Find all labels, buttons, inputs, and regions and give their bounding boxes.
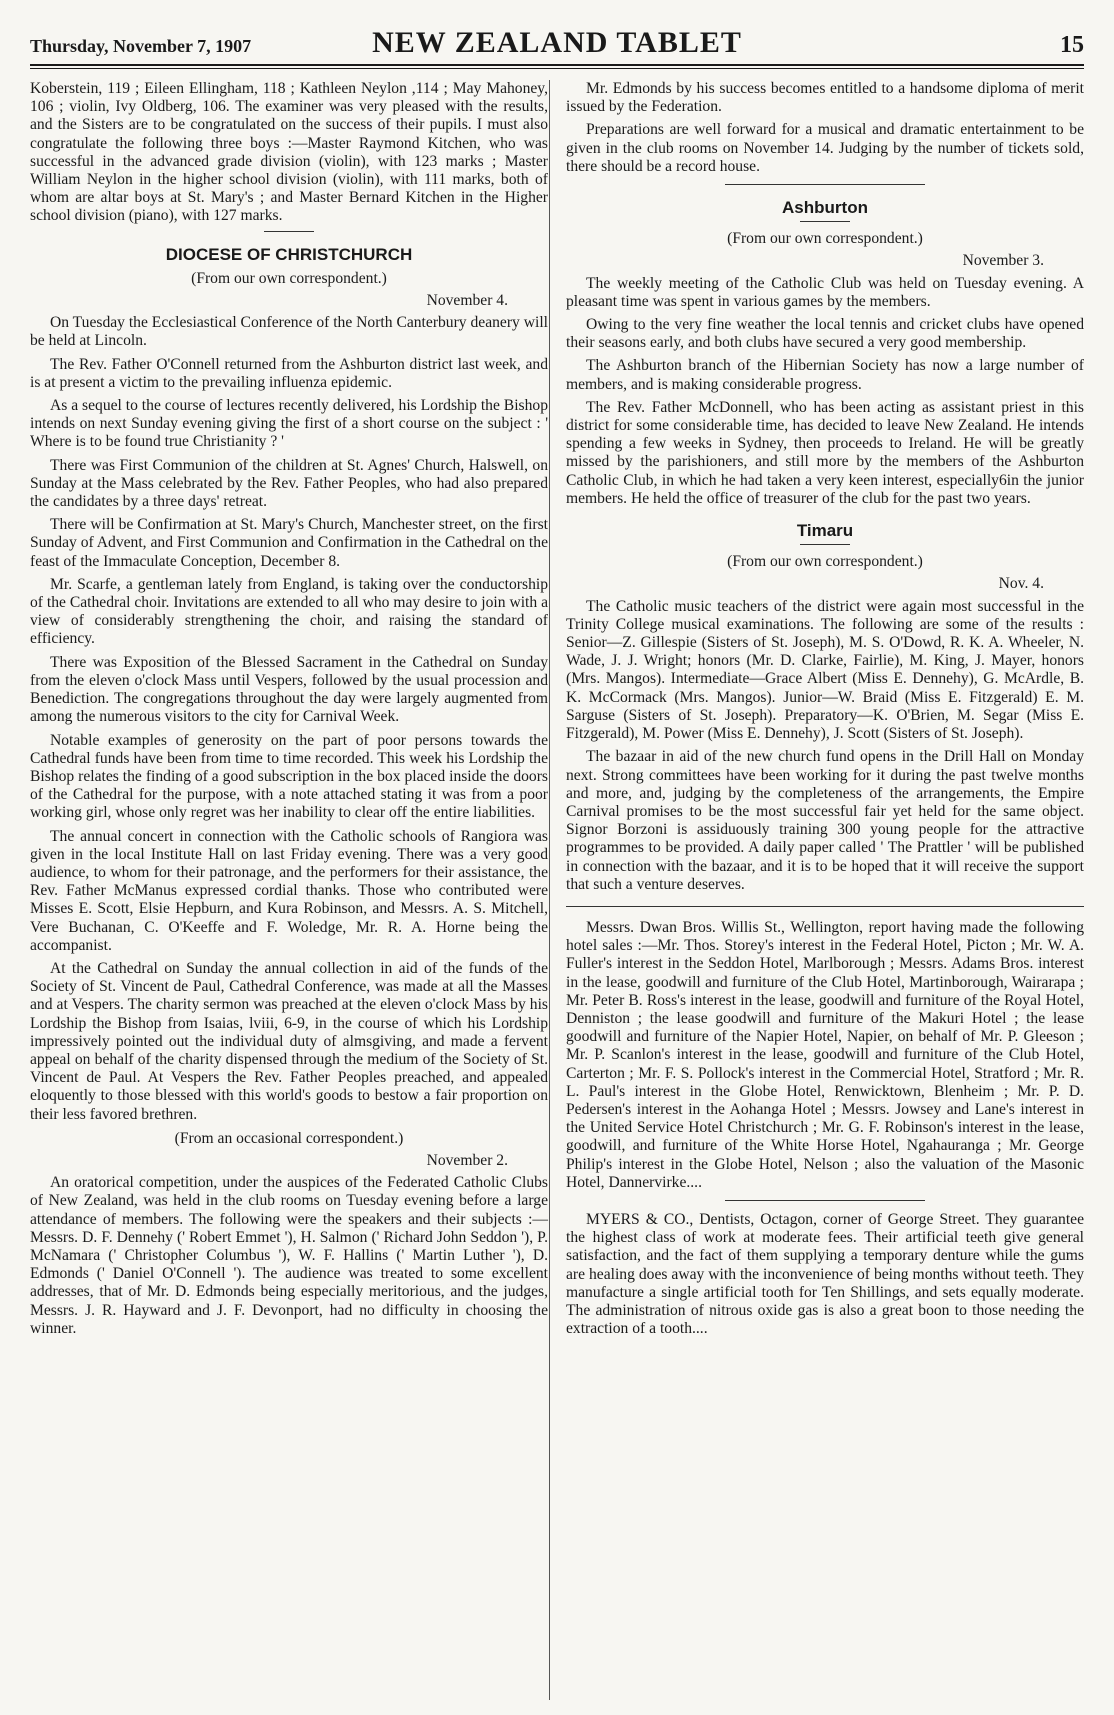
divider <box>800 544 850 545</box>
advertisement-dentists: MYERS & CO., Dentists, Octagon, corner of George Street. They guarantee the highest class of work at moderate fees. Their artificial teeth give general satisfaction, and the fact of them supplying a temporary denture while the gums are healing does away with the inconvenience of being months without teeth. They manufacture a single artificial tooth for Ten Shillings, and sets equally moderate. The administration of nitrous oxide gas is also a great boon to those needing the extraction of a tooth.... <box>566 1210 1084 1338</box>
page-number: 15 <box>1060 32 1084 58</box>
article-paragraph: Owing to the very fine weather the local tennis and cricket clubs have opened their seasons early, and both clubs have secured a very good membership. <box>566 316 1084 352</box>
article-paragraph: On Tuesday the Ecclesiastical Conference of the North Canterbury deanery will be held at Lincoln. <box>30 314 548 350</box>
article-paragraph: The bazaar in aid of the new church fund opens in the Drill Hall on Monday next. Strong committees have been working for it during the past twelve months and more, and, judging by the completeness of the arrangements, the Empire Carnival promises to be the most successful fair yet held for the same object. Signor Borzoni is assiduously training 300 young people for the attractive programmes to be provided. A daily paper called ' The Prattler ' will be published in connection with the bazaar, and it is to be hoped that it will receive the support that such a venture deserves. <box>566 748 1084 893</box>
publication-title: NEW ZEALAND TABLET <box>372 26 742 59</box>
right-column <box>566 80 1084 1343</box>
article-paragraph: As a sequel to the course of lectures recently delivered, his Lordship the Bishop intends on next Sunday evening giving the first of a short course on the subject : ' Where is to be found true Christianity ? ' <box>30 397 548 451</box>
article-paragraph: Notable examples of generosity on the part of poor persons towards the Cathedral funds have been from time to time recorded. This week his Lordship the Bishop relates the finding of a good subscription in the box placed inside the doors of the Cathedral for the purpose, with a note attached stating it was from a poor working girl, whose only regret was her inability to clear off the entire liabilities. <box>30 731 548 822</box>
article-paragraph: The Rev. Father O'Connell returned from the Ashburton district last week, and is at present a victim to the prevailing influenza epidemic. <box>30 355 548 391</box>
column-divider <box>549 80 550 1700</box>
divider <box>725 184 925 185</box>
dateline: Nov. 4. <box>998 575 1044 593</box>
masthead <box>30 22 1084 62</box>
advertisement-hotel-sales: Messrs. Dwan Bros. Willis St., Wellington, report having made the following hotel sales :—Mr. Thos. Storey's interest in the Federal Hotel, Picton ; Mr. W. A. Fuller's interest in the Seddon Hotel, Marlborough ; Messrs. Adams Bros. interest in the lease, goodwill and furniture of the Club Hotel, Martinborough, Wairarapa ; Mr. Peter B. Ross's interest in the lease, goodwill and furniture of the Royal Hotel, Denniston ; the lease goodwill and furniture of the Makuri Hotel ; the lease goodwill and furniture of the Napier Hotel, Napier, on behalf of Mr. P. Gleeson ; Mr. P. Scanlon's interest in the lease, goodwill and furniture of the Club Hotel, Carterton ; Mr. F. S. Pollock's interest in the Commercial Hotel, Stratford ; Mr. R. L. Paul's interest in the Globe Hotel, Renwicktown, Blenheim ; Mr. P. D. Pedersen's interest in the Aohanga Hotel ; Messrs. Jowsey and Lane's interest in the United Service Hotel Christchurch ; Mr. G. F. Robinson's interest in the lease, goodwill, and furniture of the White Horse Hotel, Ngahauranga ; Mr. George Philip's interest in the Globe Hotel, Nelson ; also the valuation of the Masonic Hotel, Dannervirke.... <box>566 918 1084 1191</box>
issue-date: Thursday, November 7, 1907 <box>30 36 252 56</box>
dateline: November 4. <box>426 292 508 310</box>
masthead-rule <box>30 64 1084 66</box>
byline: (From our own correspondent.) <box>727 230 923 248</box>
article-paragraph: An oratorical competition, under the auspices of the Federated Catholic Clubs of New Zealand, was held in the club rooms on Tuesday evening before a large attendance of members. The following were the speakers and their subjects :—Messrs. D. F. Dennehy (' Robert Emmet '), H. Salmon (' Richard John Seddon '), P. McNamara (' Christopher Columbus '), W. F. Hallins (' Martin Luther '), D. Edmonds (' Daniel O'Connell '). The audience was treated to some excellent addresses, that of Mr. D. Edmonds being especially meritorious, and the judges, Messrs. J. R. Hayward and J. F. Devonport, had no difficulty in choosing the winner. <box>30 1174 548 1337</box>
section-heading-timaru: Timaru <box>796 521 854 541</box>
article-paragraph: At the Cathedral on Sunday the annual collection in aid of the funds of the Society of St. Vincent de Paul, Cathedral Conference, was made at all the Masses and at Vespers. The charity sermon was preached at the eleven o'clock Mass by his Lordship the Bishop from Isaias, lviii, 6-9, in the course of which his Lordship impressively pointed out the individual duty of almsgiving, and made a fervent appeal on behalf of the charity dispensed through the medium of the Society of St. Vincent de Paul. At Vespers the Rev. Father Peoples preached, and appealed eloquently to those blessed with this world's goods to bestow a fair proportion on their less favored brethren. <box>30 959 548 1123</box>
article-paragraph: The Rev. Father McDonnell, who has been acting as assistant priest in this district for some considerable time, has decided to leave New Zealand. He intends spending a few weeks in Sydney, then proceeds to Ireland. He will be greatly missed by the parishioners, and still more by the members of the Ashburton Catholic Club, in which he had taken a very keen interest, especially6in the junior members. He held the office of treasurer of the club for the past two years. <box>566 398 1084 507</box>
byline: (From an occasional correspondent.) <box>174 1129 404 1147</box>
article-paragraph: Koberstein, 119 ; Eileen Ellingham, 118 ; Kathleen Neylon ,114 ; May Mahoney, 106 ; violin, Ivy Oldberg, 106. The examiner was very pleased with the results, and the Sisters are to be congratulated on the success of their pupils. I must also congratulate the following three boys :—Master Raymond Kitchen, who was successful in the advanced grade division (violin), with 123 marks ; Master William Neylon in the higher school division (violin), with 111 marks, both of whom are altar boys at St. Mary's ; and Master Bernard Kitchen in the Higher school division (piano), with 127 marks. <box>30 80 548 225</box>
left-column <box>30 80 548 1343</box>
section-heading-ashburton: Ashburton <box>782 198 868 218</box>
article-paragraph: The Catholic music teachers of the district were again most successful in the Trinity College musical examinations. The following are some of the results : Senior—Z. Gillespie (Sisters of St. Joseph), M. S. O'Dowd, R. K. A. Wheeler, N. Wade, J. J. Wright; honors (Mr. D. Clarke, Fairlie), M. King, J. Mayer, honors (Mrs. Mangos). Intermediate—Grace Albert (Miss E. Dennehy), G. McArdle, B. K. McCormack (Mrs. Mangos). Junior—W. Braid (Miss E. Fitzgerald) E. M. Sarguse (Sisters of St. Joseph). Preparatory—K. O'Brien, M. Segar (Miss E. Fitzgerald), M. Power (Miss E. Dennehy), J. Scott (Sisters of St. Joseph). <box>566 597 1084 743</box>
divider <box>800 221 850 222</box>
divider <box>566 906 1084 907</box>
divider <box>725 1200 925 1201</box>
dateline: November 2. <box>426 1151 508 1169</box>
byline: (From our own correspondent.) <box>191 269 387 287</box>
article-paragraph: There will be Confirmation at St. Mary's Church, Manchester street, on the first Sunday of Advent, and First Communion and Confirmation in the Cathedral on the feast of the Immaculate Conception, December 8. <box>30 516 548 570</box>
divider <box>264 231 314 232</box>
article-paragraph: There was First Communion of the children at St. Agnes' Church, Halswell, on Sunday at the Mass celebrated by the Rev. Father Peoples, who had also prepared the candidates by a three days' retreat. <box>30 456 548 511</box>
section-heading-christchurch: DIOCESE OF CHRISTCHURCH <box>165 244 413 264</box>
article-paragraph: The weekly meeting of the Catholic Club was held on Tuesday evening. A pleasant time was spent in various games by the members. <box>566 274 1084 310</box>
dateline: November 3. <box>962 252 1044 270</box>
article-paragraph: The Ashburton branch of the Hibernian Society has now a large number of members, and is making considerable progress. <box>566 357 1084 393</box>
article-paragraph: Preparations are well forward for a musical and dramatic entertainment to be given in the club rooms on November 14. Judging by the number of tickets sold, there should be a record house. <box>566 121 1084 175</box>
byline: (From our own correspondent.) <box>727 553 923 571</box>
masthead-rule-thin <box>30 68 1084 69</box>
article-paragraph: The annual concert in connection with the Catholic schools of Rangiora was given in the local Institute Hall on last Friday evening. There was a very good audience, to whom for their patronage, and the performers for their assistance, the Rev. Father McManus expressed cordial thanks. Those who contributed were Misses E. Scott, Elsie Hepburn, and Kura Robinson, and Messrs. A. S. Mitchell, Vere Buchanan, C. O'Keeffe and F. Woledge, Mr. R. A. Horne being the accompanist. <box>30 827 548 954</box>
article-paragraph: Mr. Edmonds by his success becomes entitled to a handsome diploma of merit issued by the Federation. <box>566 80 1084 116</box>
article-paragraph: There was Exposition of the Blessed Sacrament in the Cathedral on Sunday from the eleven o'clock Mass until Vespers, followed by the usual procession and Benediction. The congregations throughout the day were largely augmented from among the numerous visitors to the city for Carnival Week. <box>30 653 548 726</box>
article-paragraph: Mr. Scarfe, a gentleman lately from England, is taking over the conductorship of the Cathedral choir. Invitations are extended to all who may desire to join with a view of considerably strengthening the choir, and raising the standard of efficiency. <box>30 575 548 648</box>
